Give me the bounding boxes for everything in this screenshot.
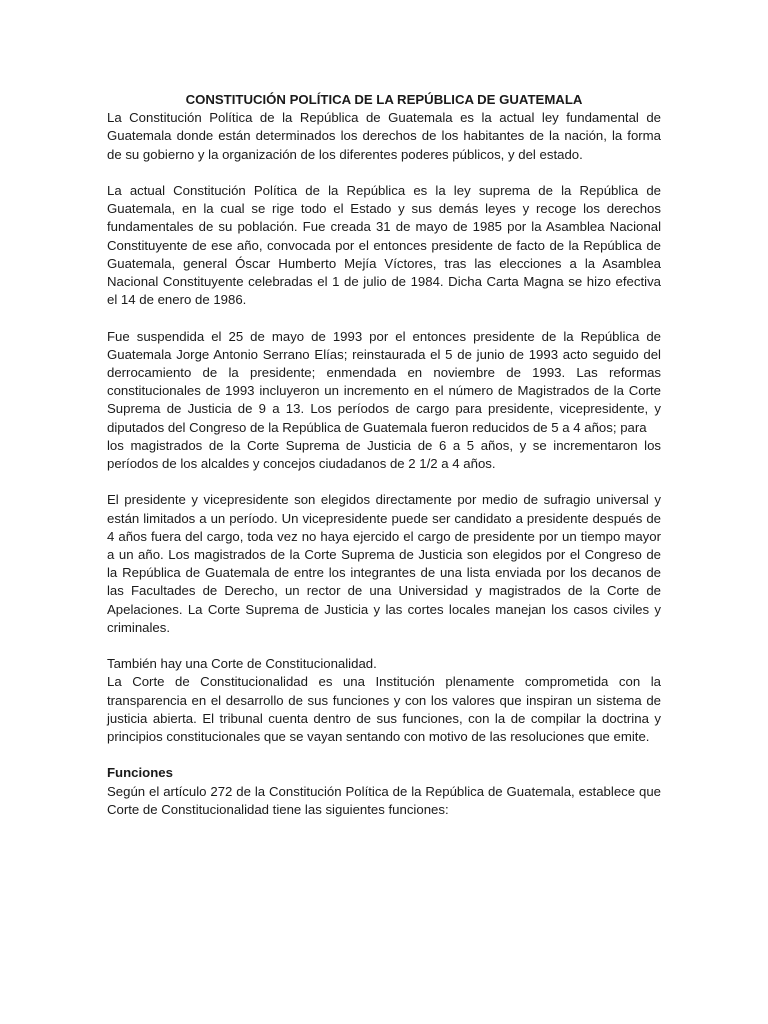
paragraph-constitutional-court-intro: También hay una Corte de Constitucionalidad. <box>107 656 377 672</box>
paragraph-creation: La actual Constitución Política de la República es la ley suprema de la República de Guatemala, en la cual se rige todo el Estado y sus demás leyes y recoge los derechos fundamentales de su población. Fue creada 31 de mayo de 1985 por la Asamblea Nacional Constituyente de ese año, convocada por el entonces presidente de facto de la República de Guatemala, general Óscar Humberto Mejía Víctores, tras las elecciones a la Asamblea Nacional Constituyente celebradas el 1 de julio de 1984. Dicha Carta Magna se hizo efectiva el 14 de enero de 1986. <box>107 183 661 308</box>
document-title: CONSTITUCIÓN POLÍTICA DE LA REPÚBLICA DE GUATEMALA <box>185 92 583 107</box>
paragraph-constitutional-court: La Corte de Constitucionalidad es una Institución plenamente comprometida con la transparencia en el desarrollo de sus funciones y con los valores que inspiran un sistema de justicia abierta. El tribunal cuenta dentro de sus funciones, con la de compilar la doctrina y principios constitucionales que se vayan sentando con motivo de las resoluciones que emite. <box>107 674 661 745</box>
paragraph-elections: El presidente y vicepresidente son elegidos directamente por medio de sufragio universal y están limitados a un período. Un vicepresidente puede ser candidato a presidente después de 4 años fuera del cargo, toda vez no haya ejercido el cargo de presidente por un tiempo mayor a un año. Los magistrados de la Corte Suprema de Justicia son elegidos por el Congreso de la República de Guatemala de entre los integrantes de una lista enviada por los decanos de las Facultades de Derecho, un rector de una Universidad y magistrados de la Corte de Apelaciones. La Corte Suprema de Justicia y las cortes locales manejan los casos civiles y criminales. <box>107 492 661 635</box>
section-heading-funciones: Funciones <box>107 765 173 781</box>
paragraph-suspension: Fue suspendida el 25 de mayo de 1993 por el entonces presidente de la República de Guatemala Jorge Antonio Serrano Elías; reinstaurada el 5 de junio de 1993 acto seguido del derrocamiento de la presidente; enmendada en noviembre de 1993. Las reformas constitucionales de 1993 incluyeron un incremento en el número de Magistrados de la Corte Suprema de Justicia de 9 a 13. Los períodos de cargo para presidente, vicepresidente, y diputados del Congreso de la República de Guatemala fueron reducidos de 5 a 4 años; para <box>107 328 661 435</box>
paragraph-funciones: Según el artículo 272 de la Constitución Política de la República de Guatemala, establece que Corte de Constitucionalidad tiene las siguientes funciones: <box>107 783 661 817</box>
paragraph-intro: La Constitución Política de la República de Guatemala es la actual ley fundamental de Guatemala donde están determinados los derechos de los habitantes de la nación, la forma de su gobierno y la organización de los diferentes poderes públicos, y del estado. <box>107 110 661 162</box>
document-body <box>107 91 661 819</box>
paragraph-suspension-continued: los magistrados de la Corte Suprema de Justicia de 6 a 5 años, y se incrementaron los períodos de los alcaldes y concejos ciudadanos de 2 1/2 a 4 años. <box>107 437 661 472</box>
